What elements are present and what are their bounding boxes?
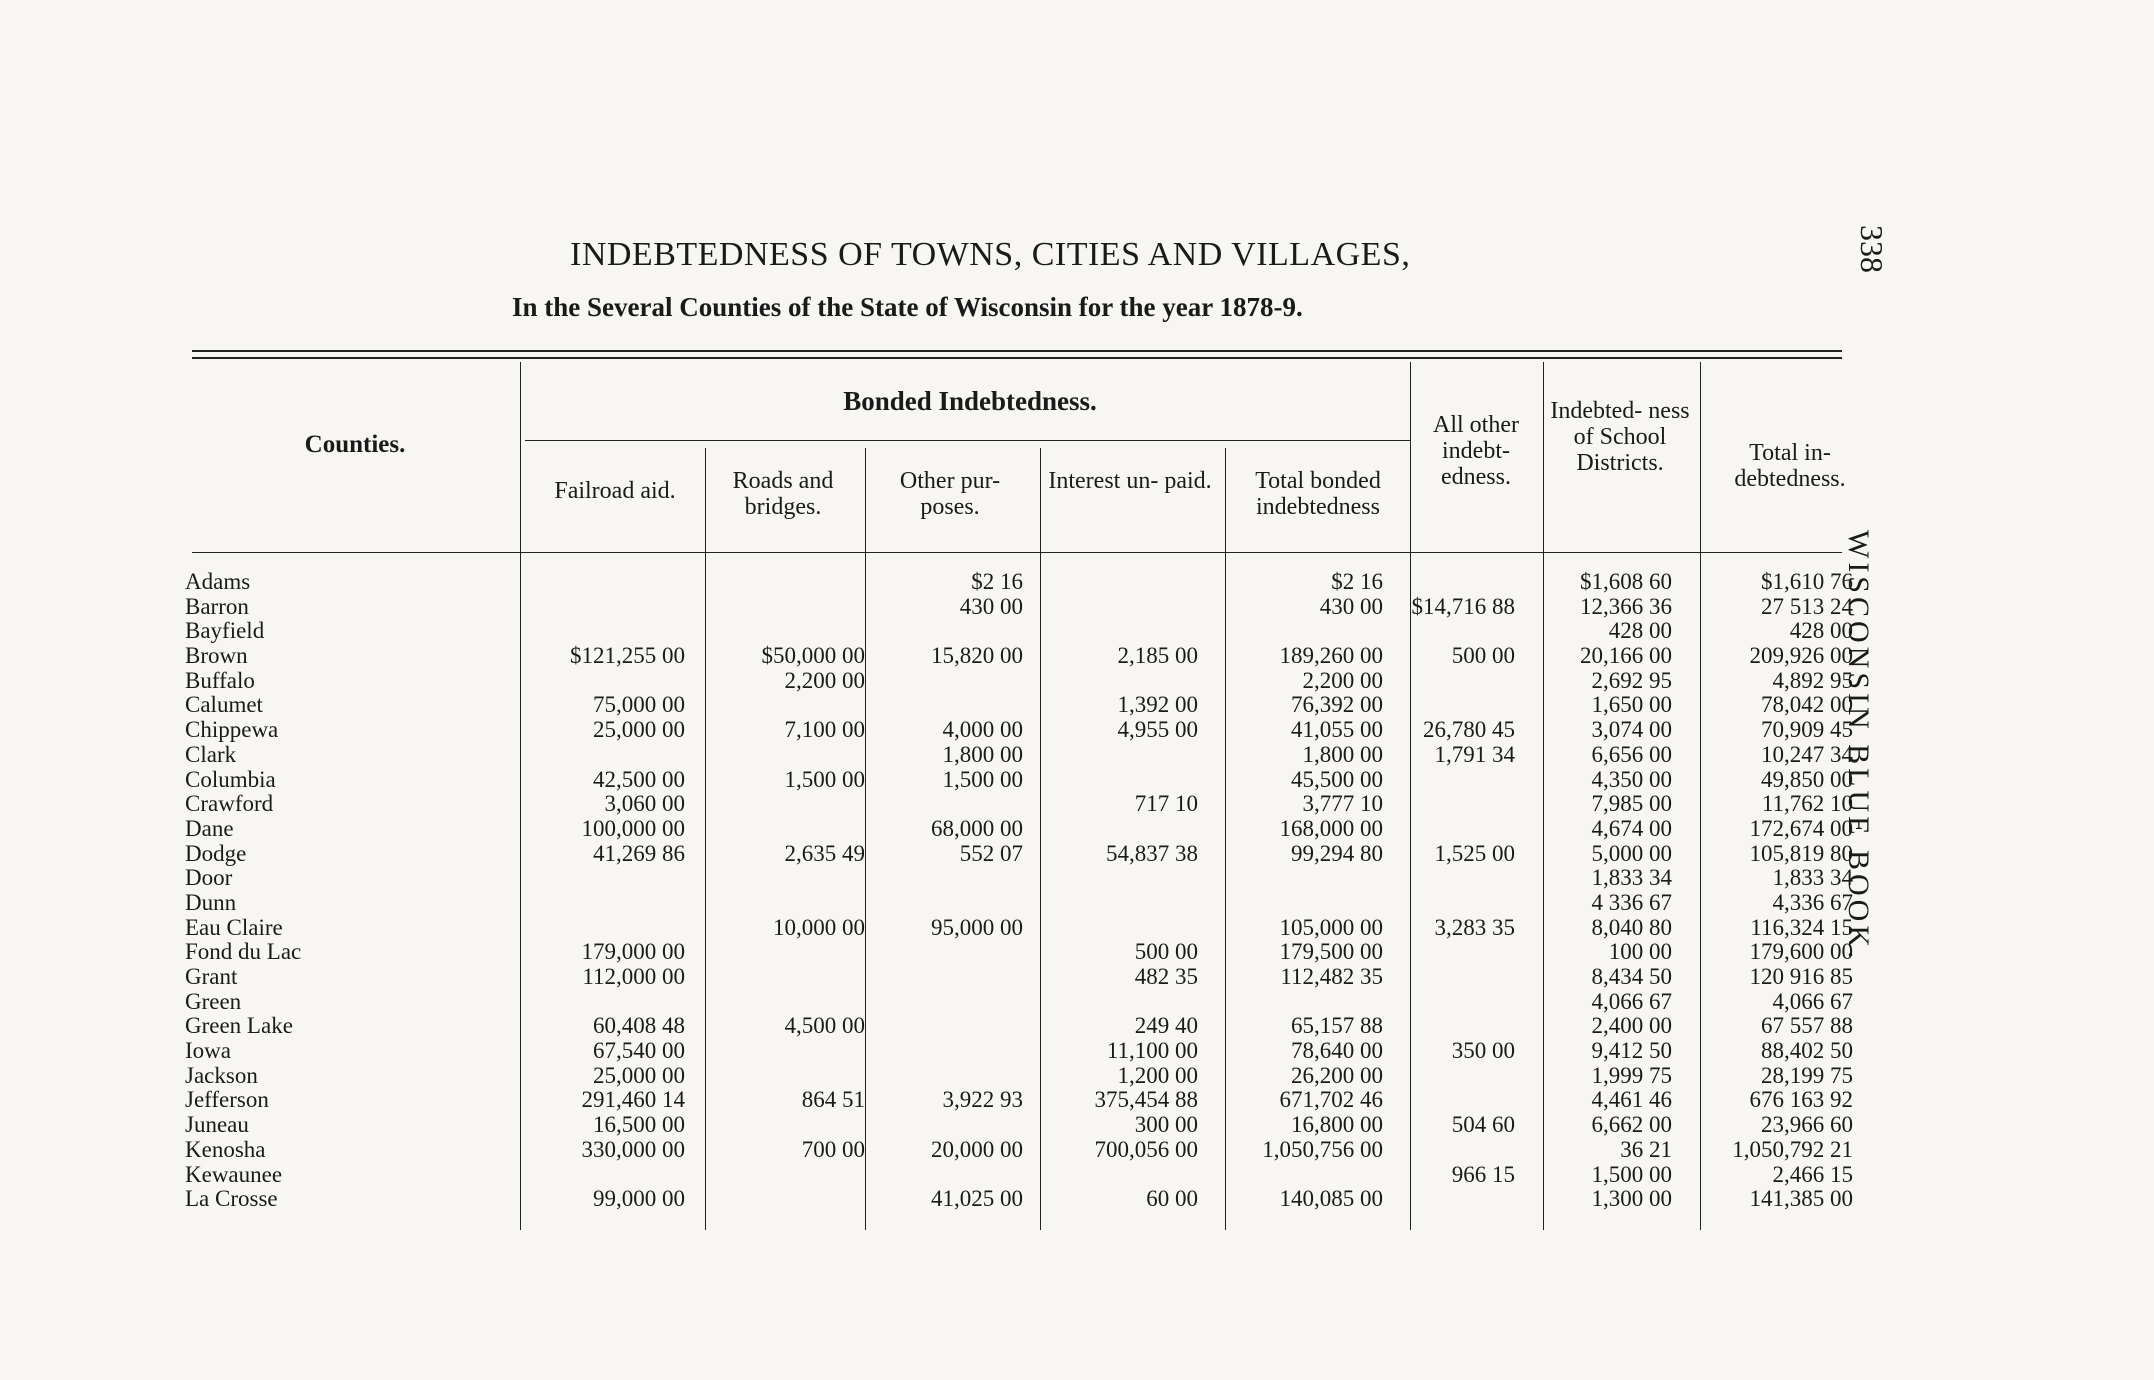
cell-school: 4,461 46	[1591, 1087, 1672, 1113]
cell-total: 70,909 45	[1761, 717, 1853, 743]
county-name: Eau Claire	[185, 914, 283, 940]
header-total: Total in- debtedness.	[1734, 440, 1846, 492]
cell-total: 1,833 34	[1772, 865, 1853, 891]
cell-school: 5,000 00	[1591, 840, 1672, 866]
header-bottom-rule	[192, 552, 1842, 553]
cell-total-bonded: 189,260 00	[1279, 643, 1383, 669]
cell-railroad: 100,000 00	[581, 815, 685, 841]
cell-total-bonded: 76,392 00	[1291, 692, 1383, 718]
cell-total: 4,892 95	[1772, 667, 1853, 693]
header-counties: Counties.	[304, 431, 406, 458]
cell-total: 78,042 00	[1761, 692, 1853, 718]
page-number: 338	[1854, 225, 1890, 273]
cell-total-bonded: 105,000 00	[1279, 914, 1383, 940]
cell-railroad: 112,000 00	[582, 964, 685, 989]
table-row	[185, 990, 1865, 1015]
cell-total-bonded: $2 16	[1331, 569, 1383, 594]
cell-interest: 60 00	[1146, 1186, 1198, 1212]
cell-other: 552 07	[959, 840, 1023, 866]
table-row	[185, 1064, 1865, 1089]
cell-all-other: $14,716 88	[1411, 593, 1515, 619]
cell-all-other: 26,780 45	[1423, 717, 1515, 743]
cell-interest: 1,392 00	[1117, 692, 1198, 718]
cell-other: 3,922 93	[942, 1087, 1023, 1113]
cell-total: 4,336 67	[1772, 889, 1853, 915]
cell-school: 1,999 75	[1591, 1062, 1672, 1088]
cell-total-bonded: 1,800 00	[1302, 741, 1383, 767]
table-row	[185, 817, 1865, 842]
county-name: Buffalo	[185, 667, 255, 693]
cell-school: 100 00	[1608, 939, 1672, 965]
cell-all-other: 966 15	[1451, 1161, 1515, 1187]
table-row	[185, 1113, 1865, 1138]
cell-total: 116,324 15	[1750, 914, 1853, 940]
cell-total-bonded: 3,777 10	[1302, 791, 1383, 817]
county-name: Dodge	[185, 840, 247, 866]
cell-railroad: 60,408 48	[593, 1013, 685, 1039]
cell-other: 20,000 00	[931, 1136, 1023, 1162]
cell-school: 4,674 00	[1591, 815, 1672, 841]
county-name: La Crosse	[185, 1186, 278, 1212]
county-name: Iowa	[185, 1038, 231, 1064]
cell-interest: 375,454 88	[1094, 1087, 1198, 1113]
county-name: Crawford	[185, 791, 274, 817]
running-title: WISCONSIN BLUE BOOK.	[1842, 530, 1875, 963]
cell-railroad: 179,000 00	[581, 939, 685, 965]
table-row	[185, 842, 1865, 867]
table-row	[185, 595, 1865, 620]
page-subtitle: In the Several Counties of the State of Wisconsin for the year 1878-9.	[512, 292, 1303, 322]
header-roads: Roads and bridges.	[732, 468, 834, 520]
county-name: Kenosha	[185, 1136, 266, 1162]
table-row	[185, 1014, 1865, 1039]
cell-total-bonded: 430 00	[1319, 593, 1383, 619]
cell-interest: 482 35	[1134, 964, 1198, 989]
cell-total-bonded: 41,055 00	[1291, 717, 1383, 743]
cell-total: 88,402 50	[1761, 1038, 1853, 1064]
table-row	[185, 619, 1865, 644]
table-row	[185, 940, 1865, 965]
cell-interest: 500 00	[1134, 939, 1198, 965]
cell-railroad: 25,000 00	[593, 1062, 685, 1088]
cell-interest: 249 40	[1134, 1013, 1198, 1039]
cell-school: 2,400 00	[1591, 1013, 1672, 1039]
header-all-other: All other indebt- edness.	[1433, 412, 1519, 490]
cell-railroad: 41,269 86	[593, 840, 685, 866]
cell-other: 95,000 00	[931, 914, 1023, 940]
cell-all-other: 1,791 34	[1434, 741, 1515, 767]
cell-total-bonded: 179,500 00	[1279, 939, 1383, 965]
cell-other: $2 16	[971, 569, 1023, 594]
header-school: Indebted- ness of School Districts.	[1550, 398, 1690, 476]
cell-interest: 300 00	[1134, 1112, 1198, 1138]
table-row	[185, 570, 1865, 595]
cell-school: 3,074 00	[1591, 717, 1672, 743]
table-row	[185, 1039, 1865, 1064]
cell-total-bonded: 65,157 88	[1291, 1013, 1383, 1039]
county-name: Clark	[185, 741, 237, 767]
county-name: Dunn	[185, 889, 237, 915]
table-row	[185, 644, 1865, 669]
header-other: Other pur- poses.	[899, 468, 1001, 520]
cell-total: 4,066 67	[1772, 988, 1853, 1014]
table-row	[185, 718, 1865, 743]
table-row	[185, 866, 1865, 891]
table-row	[185, 792, 1865, 817]
cell-interest: 2,185 00	[1117, 643, 1198, 669]
cell-interest: 1,200 00	[1117, 1062, 1198, 1088]
cell-school: $1,608 60	[1580, 569, 1672, 594]
county-name: Adams	[185, 569, 251, 594]
cell-school: 12,366 36	[1580, 593, 1672, 619]
cell-total: 10,247 34	[1761, 741, 1853, 767]
table-row	[185, 891, 1865, 916]
cell-other: 4,000 00	[942, 717, 1023, 743]
cell-school: 9,412 50	[1591, 1038, 1672, 1064]
county-name: Bayfield	[185, 618, 265, 644]
top-double-rule	[192, 350, 1842, 359]
cell-total: 179,600 00	[1749, 939, 1853, 965]
cell-total-bonded: 671,702 46	[1279, 1087, 1383, 1113]
cell-school: 4,066 67	[1591, 988, 1672, 1014]
cell-railroad: 25,000 00	[593, 717, 685, 743]
cell-roads: $50,000 00	[761, 643, 865, 669]
cell-total-bonded: 2,200 00	[1302, 667, 1383, 693]
cell-total-bonded: 112,482 35	[1280, 964, 1383, 989]
cell-other: 15,820 00	[931, 643, 1023, 669]
cell-roads: 1,500 00	[784, 766, 865, 792]
cell-total: 1,050,792 21	[1732, 1136, 1853, 1162]
cell-total: 23,966 60	[1761, 1112, 1853, 1138]
cell-school: 1,500 00	[1591, 1161, 1672, 1187]
cell-school: 1,833 34	[1591, 865, 1672, 891]
county-name: Columbia	[185, 766, 276, 792]
header-bonded-group: Bonded Indebtedness.	[843, 386, 1097, 416]
county-name: Fond du Lac	[185, 939, 302, 965]
county-name: Green Lake	[185, 1013, 293, 1039]
table-row	[185, 916, 1865, 941]
cell-total: 676 163 92	[1749, 1087, 1853, 1113]
cell-total-bonded: 99,294 80	[1291, 840, 1383, 866]
cell-other: 1,800 00	[942, 741, 1023, 767]
cell-school: 7,985 00	[1591, 791, 1672, 817]
table-row	[185, 1088, 1865, 1113]
table-row	[185, 743, 1865, 768]
cell-total: 49,850 00	[1761, 766, 1853, 792]
cell-railroad: 75,000 00	[593, 692, 685, 718]
county-name: Green	[185, 988, 242, 1014]
cell-other: 430 00	[959, 593, 1023, 619]
cell-interest: 717 10	[1134, 791, 1198, 817]
county-name: Grant	[185, 964, 238, 989]
cell-total-bonded: 140,085 00	[1279, 1186, 1383, 1212]
table-row	[185, 1163, 1865, 1188]
table-row	[185, 1187, 1865, 1212]
cell-total: 67 557 88	[1761, 1013, 1853, 1039]
cell-school: 428 00	[1608, 618, 1672, 644]
cell-total-bonded: 45,500 00	[1291, 766, 1383, 792]
cell-school: 2,692 95	[1591, 667, 1672, 693]
page-title: INDEBTEDNESS OF TOWNS, CITIES AND VILLAGES,	[570, 236, 1411, 273]
cell-railroad: $121,255 00	[570, 643, 685, 669]
county-name: Chippewa	[185, 717, 279, 743]
cell-total: 2,466 15	[1772, 1161, 1853, 1187]
header-railroad: Failroad aid.	[554, 478, 676, 504]
table-row	[185, 693, 1865, 718]
county-name: Juneau	[185, 1112, 249, 1138]
header-interest: Interest un- paid.	[1048, 468, 1212, 494]
county-name: Door	[185, 865, 233, 891]
cell-all-other: 500 00	[1451, 643, 1515, 669]
table-body	[185, 570, 1865, 1212]
cell-railroad: 291,460 14	[581, 1087, 685, 1113]
cell-other: 1,500 00	[942, 766, 1023, 792]
table-row	[185, 669, 1865, 694]
cell-total: 120 916 85	[1749, 964, 1853, 989]
cell-total: 105,819 80	[1749, 840, 1853, 866]
cell-interest: 700,056 00	[1094, 1136, 1198, 1162]
cell-total: 27 513 24	[1761, 593, 1853, 619]
cell-school: 36 21	[1620, 1136, 1672, 1162]
cell-school: 8,040 80	[1591, 914, 1672, 940]
cell-total: $1,610 76	[1761, 569, 1853, 594]
cell-all-other: 350 00	[1451, 1038, 1515, 1064]
county-name: Calumet	[185, 692, 263, 718]
cell-roads: 4,500 00	[784, 1013, 865, 1039]
cell-total: 172,674 00	[1749, 815, 1853, 841]
cell-total: 428 00	[1789, 618, 1853, 644]
cell-all-other: 504 60	[1451, 1112, 1515, 1138]
cell-total-bonded: 1,050,756 00	[1262, 1136, 1383, 1162]
county-name: Kewaunee	[185, 1161, 283, 1187]
cell-roads: 7,100 00	[784, 717, 865, 743]
header-total-bonded: Total bonded indebtedness	[1255, 468, 1381, 520]
cell-railroad: 330,000 00	[581, 1136, 685, 1162]
cell-interest: 54,837 38	[1106, 840, 1198, 866]
table-row	[185, 768, 1865, 793]
table-row	[185, 1138, 1865, 1163]
cell-total-bonded: 168,000 00	[1279, 815, 1383, 841]
cell-roads: 864 51	[801, 1087, 865, 1113]
cell-roads: 2,635 49	[784, 840, 865, 866]
cell-school: 4 336 67	[1591, 889, 1672, 915]
cell-other: 41,025 00	[931, 1186, 1023, 1212]
cell-other: 68,000 00	[931, 815, 1023, 841]
cell-roads: 2,200 00	[784, 667, 865, 693]
cell-school: 1,650 00	[1591, 692, 1672, 718]
cell-total: 209,926 00	[1749, 643, 1853, 669]
cell-interest: 4,955 00	[1117, 717, 1198, 743]
cell-railroad: 67,540 00	[593, 1038, 685, 1064]
county-name: Dane	[185, 815, 234, 841]
cell-roads: 10,000 00	[773, 914, 865, 940]
cell-railroad: 3,060 00	[604, 791, 685, 817]
cell-roads: 700 00	[801, 1136, 865, 1162]
county-name: Jackson	[185, 1062, 258, 1088]
table-row	[185, 965, 1865, 990]
bonded-group-rule	[525, 440, 1410, 441]
cell-interest: 11,100 00	[1106, 1038, 1198, 1064]
cell-school: 1,300 00	[1591, 1186, 1672, 1212]
cell-total: 141,385 00	[1749, 1186, 1853, 1212]
cell-total-bonded: 78,640 00	[1291, 1038, 1383, 1064]
cell-railroad: 42,500 00	[593, 766, 685, 792]
cell-school: 8,434 50	[1591, 964, 1672, 989]
cell-total: 11,762 10	[1761, 791, 1853, 817]
county-name: Brown	[185, 643, 248, 669]
cell-all-other: 1,525 00	[1434, 840, 1515, 866]
cell-all-other: 3,283 35	[1434, 914, 1515, 940]
cell-school: 20,166 00	[1580, 643, 1672, 669]
cell-railroad: 16,500 00	[593, 1112, 685, 1138]
cell-total-bonded: 16,800 00	[1291, 1112, 1383, 1138]
cell-school: 6,662 00	[1591, 1112, 1672, 1138]
cell-total-bonded: 26,200 00	[1291, 1062, 1383, 1088]
cell-total: 28,199 75	[1761, 1062, 1853, 1088]
cell-school: 4,350 00	[1591, 766, 1672, 792]
cell-railroad: 99,000 00	[593, 1186, 685, 1212]
county-name: Jefferson	[185, 1087, 269, 1113]
county-name: Barron	[185, 593, 249, 619]
cell-school: 6,656 00	[1591, 741, 1672, 767]
